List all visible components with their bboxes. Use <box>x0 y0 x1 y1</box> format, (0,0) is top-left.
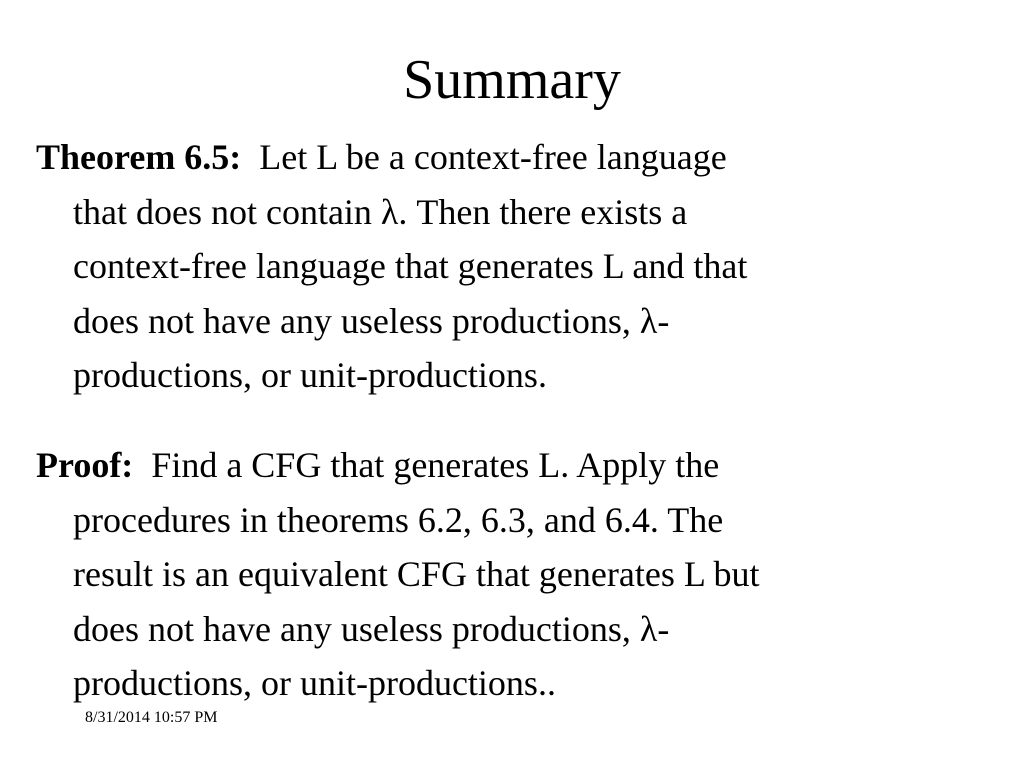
proof-line-4: does not have any useless productions, λ- <box>73 608 670 649</box>
theorem-line-3: context-free language that generates L and that <box>73 246 748 286</box>
footer-date: 8/31/2014 10:57 PM <box>85 709 218 726</box>
proof-label: Proof: <box>36 445 134 485</box>
proof-line-1: Find a CFG that generates L. Apply the <box>151 445 720 485</box>
proof-paragraph <box>36 438 1013 711</box>
theorem-line-5: productions, or unit-productions. <box>73 355 547 395</box>
theorem-paragraph <box>36 130 1013 403</box>
proof-line-3: result is an equivalent CFG that generates L but <box>73 554 760 594</box>
proof-line-5: productions, or unit-productions.. <box>73 663 556 703</box>
theorem-line-2: that does not contain λ. Then there exists a <box>73 191 688 232</box>
theorem-line-4: does not have any useless productions, λ- <box>73 300 670 341</box>
slide-title: Summary <box>403 49 621 111</box>
theorem-line-1: Let L be a context-free language <box>259 137 727 177</box>
proof-line-2: procedures in theorems 6.2, 6.3, and 6.4. The <box>73 499 724 540</box>
theorem-label: Theorem 6.5: <box>36 137 242 177</box>
